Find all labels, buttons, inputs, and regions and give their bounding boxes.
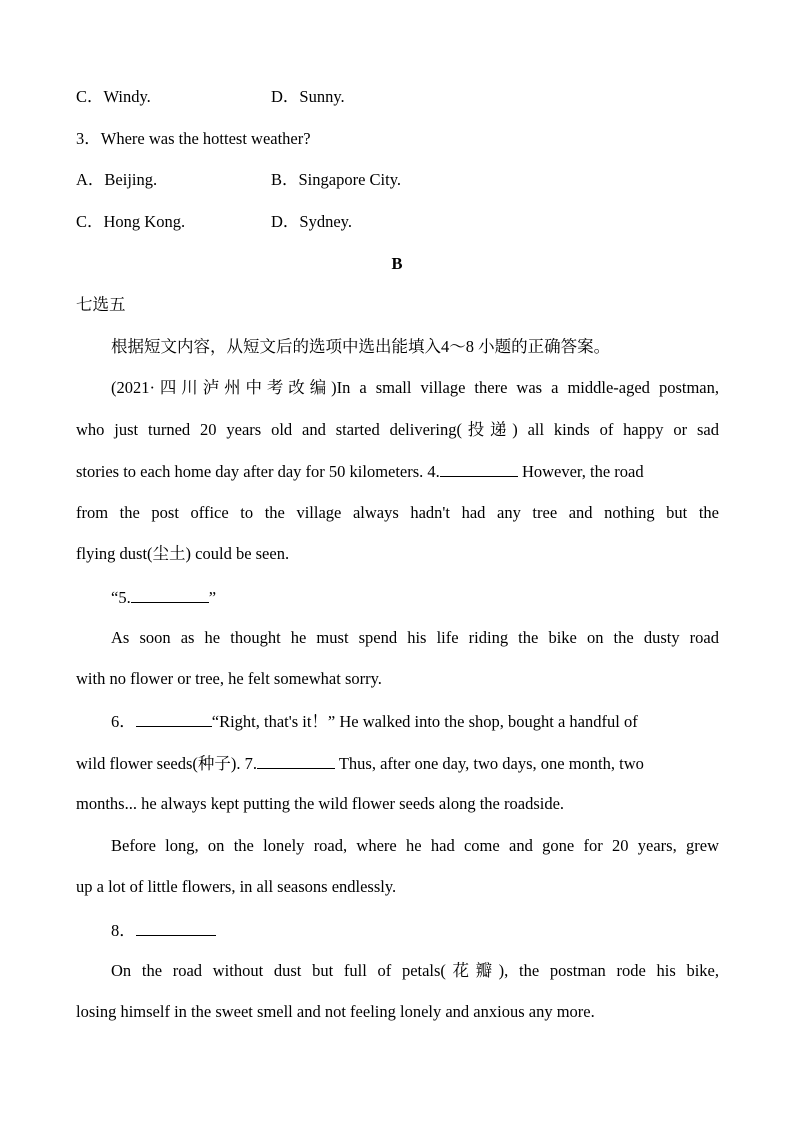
passage-line: losing himself in the sweet smell and not feeling lonely and anxious any more. (76, 1002, 595, 1021)
blank-8 (136, 919, 216, 936)
blank-number-6: 6． (111, 712, 136, 731)
section-type: 七选五 (76, 295, 126, 314)
passage-line: with no flower or tree, he felt somewhat sorry. (76, 669, 382, 688)
option-c: C．Hong Kong. (76, 212, 186, 231)
blank-5 (131, 586, 209, 603)
close-quote: ” (208, 588, 217, 607)
passage-text: wild flower seeds(种子). 7. (76, 754, 258, 773)
passage-line: months... he always kept putting the wild flower seeds along the roadside. (76, 794, 565, 813)
option-a: A．Beijing. (76, 170, 158, 189)
passage-line: On the road without dust but full of petals(花瓣), the postman rode his bike, (111, 961, 719, 980)
question-3-options-row-1 (76, 169, 719, 191)
passage-text: “Right, that's it！” He walked into the shop, bought a handful of (211, 712, 638, 731)
passage-text: stories to each home day after day for 50 kilometers. 4. (76, 462, 440, 481)
passage-text: However, the road (521, 462, 644, 481)
blank-7 (257, 752, 335, 769)
passage-line: As soon as he thought he must spend his life riding the bike on the dusty road (111, 628, 719, 647)
passage-line: who just turned 20 years old and started delivering(投递) all kinds of happy or sad (76, 420, 719, 439)
option-c: C．Windy. (76, 87, 151, 106)
passage-line: from the post office to the village always hadn't had any tree and nothing but the (76, 503, 719, 522)
blank-4 (440, 460, 518, 477)
passage-line: (2021·四川泸州中考改编)In a small village there was a middle-aged postman, (111, 378, 719, 397)
option-b: B．Singapore City. (271, 170, 402, 189)
question-3-stem: 3．Where was the hottest weather? (76, 129, 311, 148)
section-letter: B (391, 254, 403, 273)
blank-6 (136, 710, 212, 727)
question-2-options-row-2 (76, 86, 719, 108)
option-d: D．Sydney. (271, 212, 352, 231)
passage-line-with-blank-4 (76, 460, 719, 483)
blank-number-8: 8． (111, 921, 136, 940)
passage-line: up a lot of little flowers, in all seasons endlessly. (76, 877, 397, 896)
passage-line-with-blank-6 (111, 710, 719, 733)
passage-line-with-blank-8 (111, 919, 719, 942)
passage-text: Thus, after one day, two days, one month, two (338, 754, 644, 773)
question-3-options-row-2 (76, 211, 719, 233)
passage-line-with-blank-5 (111, 586, 719, 609)
passage-line: flying dust(尘土) could be seen. (76, 544, 290, 563)
open-quote-number: “5. (111, 588, 131, 607)
option-d: D．Sunny. (271, 87, 345, 106)
section-instruction: 根据短文内容，从短文后的选项中选出能填入4～8 小题的正确答案。 (111, 337, 611, 356)
passage-line-with-blank-7 (76, 752, 719, 775)
passage-line: Before long, on the lonely road, where he had come and gone for 20 years, grew (111, 836, 719, 855)
